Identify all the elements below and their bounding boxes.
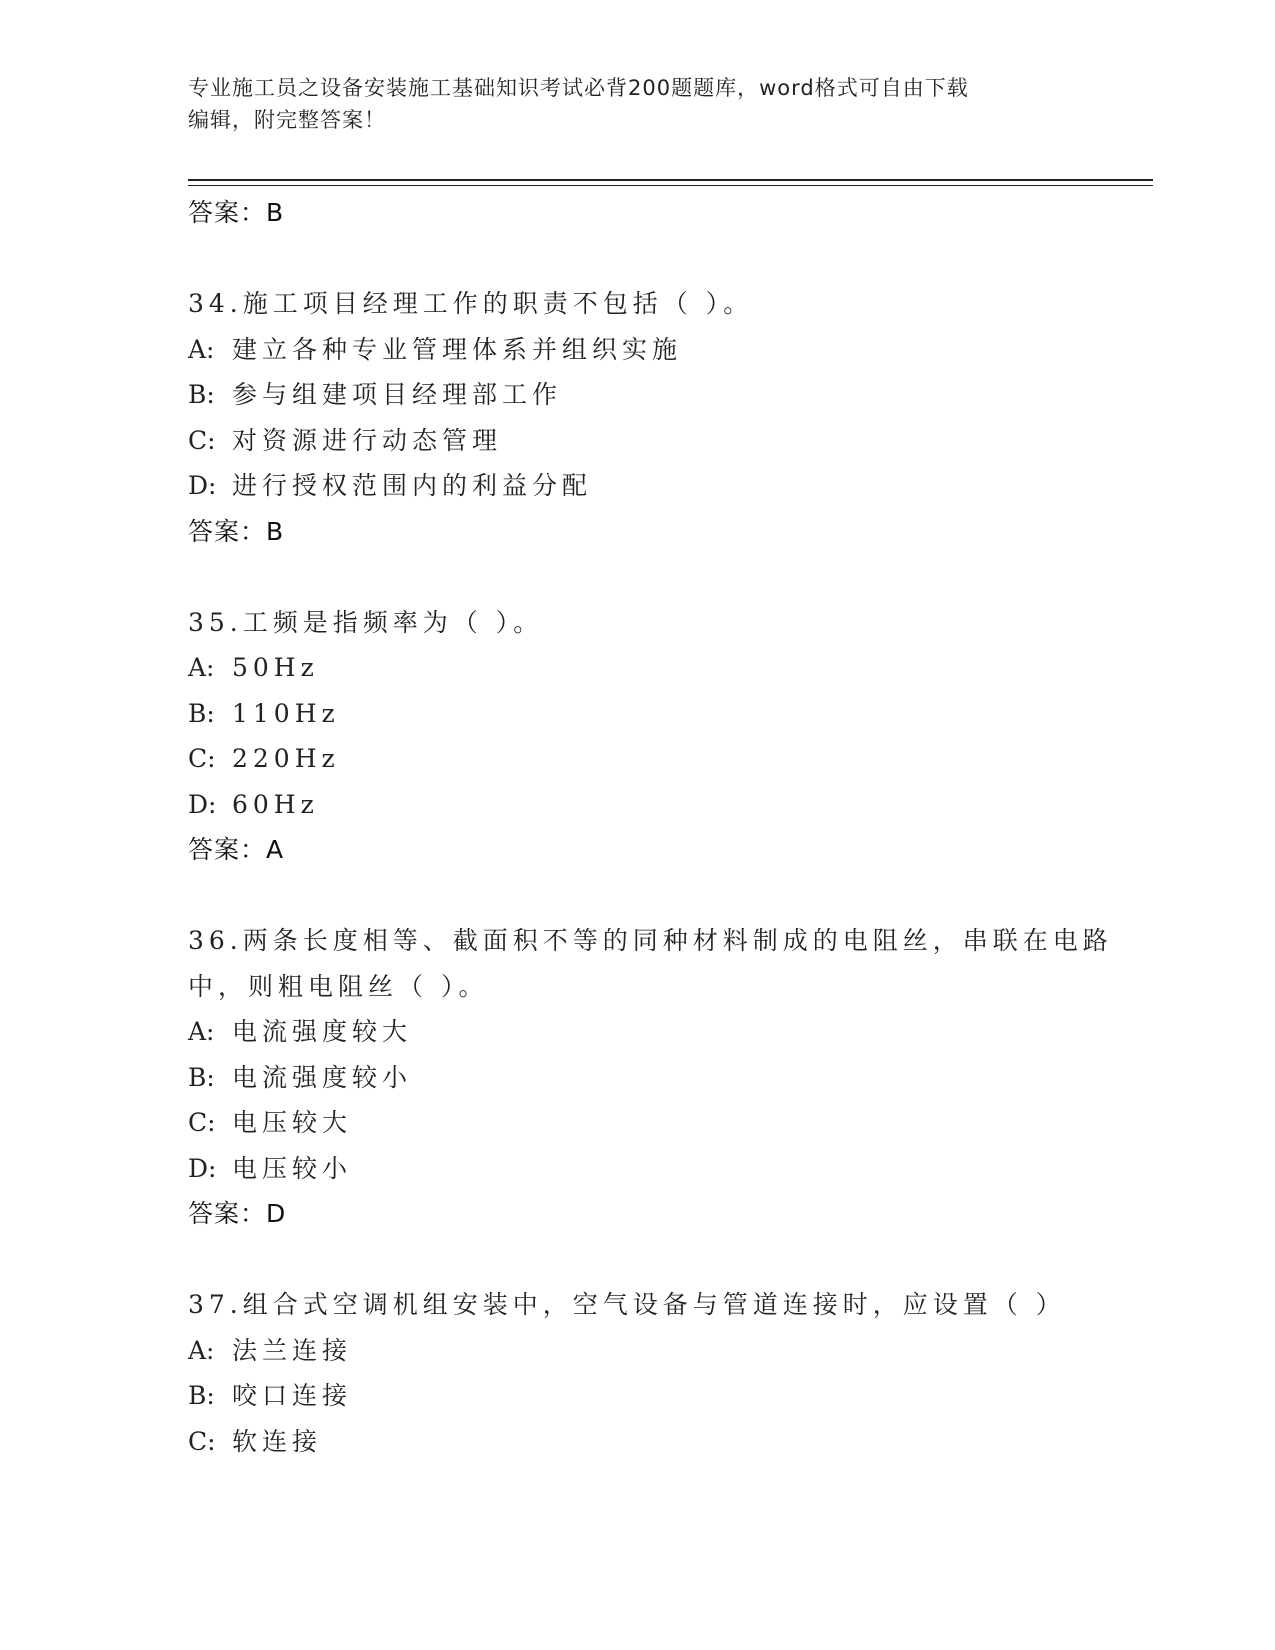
option-key: A:: [188, 653, 215, 682]
header-rule-thin: [188, 185, 1153, 186]
question-text: 36.两条长度相等、截面积不等的同种材料制成的电阻丝，串联在电路: [188, 926, 1113, 955]
question-36: [188, 918, 1128, 1236]
option-text: 220Hz: [232, 744, 340, 773]
option-text: 法兰连接: [232, 1335, 353, 1365]
option-text: 110Hz: [232, 698, 340, 728]
option-text: 参与组建项目经理部工作: [232, 380, 563, 409]
option-key: C:: [188, 425, 216, 455]
option-a: [188, 327, 1128, 373]
option-text: 电流强度较小: [232, 1062, 413, 1092]
answer-line: 答案：D: [188, 1199, 287, 1228]
option-b: [188, 1055, 1128, 1101]
option-text: 电压较大: [232, 1108, 353, 1137]
option-d: [188, 1146, 1128, 1192]
option-key: B:: [188, 698, 215, 728]
option-key: A:: [188, 334, 215, 364]
option-key: B:: [188, 1381, 215, 1410]
option-c: [188, 736, 1128, 782]
question-35: [188, 600, 1128, 873]
answer-line: 答案：B: [188, 516, 285, 546]
option-b: [188, 691, 1128, 737]
option-text: 进行授权范围内的利益分配: [232, 471, 593, 500]
option-a: [188, 645, 1128, 691]
option-key: D:: [188, 1153, 217, 1183]
question-text: 37.组合式空调机组安装中，空气设备与管道连接时，应设置（ ）: [188, 1290, 1066, 1319]
option-text: 电流强度较大: [232, 1017, 413, 1046]
option-key: A:: [188, 1335, 215, 1365]
option-c: [188, 1419, 1128, 1465]
question-34: [188, 281, 1128, 554]
question-text-continued: 中，则粗电阻丝（ ）。: [188, 971, 489, 1001]
header-title-line-2: 编辑，附完整答案！: [188, 108, 386, 132]
option-b: [188, 372, 1128, 418]
question-list: [188, 190, 1128, 1464]
option-text: 电压较小: [232, 1153, 353, 1183]
option-key: C:: [188, 1108, 216, 1137]
option-c: [188, 418, 1128, 464]
option-key: C:: [188, 1426, 216, 1456]
option-d: [188, 463, 1128, 509]
question-text: 35.工频是指频率为（ ）。: [188, 607, 544, 637]
option-key: C:: [188, 744, 216, 773]
question-37: [188, 1282, 1128, 1464]
option-d: [188, 782, 1128, 828]
header-title-line-1: 专业施工员之设备安装施工基础知识考试必背200题题库，word格式可自由下载: [188, 76, 969, 100]
header-rule-thick: [188, 179, 1153, 181]
option-a: [188, 1328, 1128, 1374]
answer-line: 答案：A: [188, 835, 285, 864]
option-text: 60Hz: [232, 789, 319, 819]
option-b: [188, 1373, 1128, 1419]
option-key: B:: [188, 380, 215, 409]
document-header: [188, 72, 1068, 136]
option-text: 50Hz: [232, 653, 319, 682]
option-text: 对资源进行动态管理: [232, 425, 503, 455]
option-key: D:: [188, 789, 217, 819]
option-key: D:: [188, 471, 217, 500]
option-text: 建立各种专业管理体系并组织实施: [232, 334, 683, 364]
question-text: 34.施工项目经理工作的职责不包括（ ）。: [188, 289, 754, 318]
option-key: A:: [188, 1017, 215, 1046]
option-a: [188, 1009, 1128, 1055]
answer-line: 答案：B: [188, 198, 285, 227]
option-c: [188, 1100, 1128, 1146]
option-text: 软连接: [232, 1426, 323, 1456]
option-text: 咬口连接: [232, 1381, 353, 1410]
option-key: B:: [188, 1062, 215, 1092]
